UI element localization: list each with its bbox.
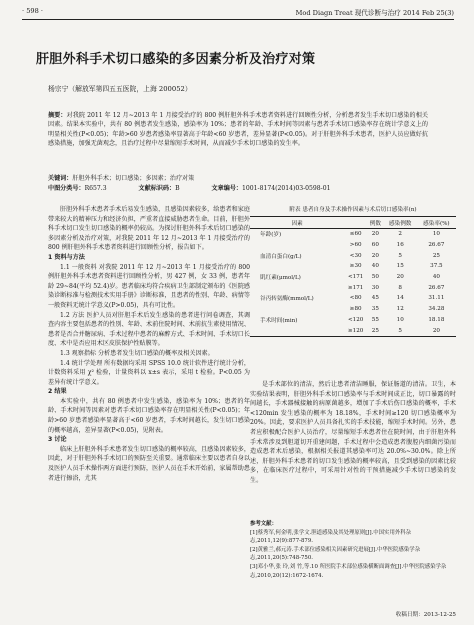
- table-cell: 20: [417, 325, 456, 336]
- doc-label: 文献标识码：: [138, 184, 176, 192]
- table-row: [250, 250, 456, 261]
- table-cell: <30: [349, 252, 362, 259]
- table-row: [250, 304, 456, 315]
- table-cell: 15: [396, 263, 404, 270]
- table-cell: 16: [396, 242, 404, 249]
- table-cell: 10: [432, 231, 440, 238]
- table-cell: 20: [371, 231, 379, 238]
- article-id-label: 文章编号：: [211, 184, 242, 192]
- table-cell: 40: [371, 263, 379, 270]
- table-cell: 45: [371, 295, 379, 302]
- results-paragraph: 本实验中，共有 80 例患者中发生感染，感染率为 10%；患者的年龄、手术时间等因素对患者手术切口感染率存在明显相关性(P<0.05)；年龄>60 岁患者感染率显著高于<60 岁患者，手术时间越长，发生切口感染的概率越高，差异显著(P<0.05)，见附表。: [48, 397, 250, 434]
- section-1-3: 1.3 观察指标 分析患者发生切口感染的概率及相关因素。: [60, 349, 214, 357]
- table-cell: 55: [371, 316, 379, 323]
- table-row: [250, 272, 456, 283]
- table-cell: 60: [371, 242, 379, 249]
- clc-value: R657.3: [84, 184, 107, 192]
- table-row: [250, 282, 456, 293]
- references-title: 参考文献：: [250, 521, 277, 527]
- table-cell: [250, 282, 344, 293]
- table-cell: ≥80: [349, 306, 362, 313]
- author-line: 杨宗宁（解放军第四五五医院，上海 200052）: [48, 85, 192, 93]
- table-cell: 10: [396, 316, 404, 323]
- abstract-label: 摘要：: [48, 112, 67, 119]
- table-cell: 年龄(岁): [260, 232, 282, 239]
- body-right-column: [250, 380, 456, 486]
- table-header-cell: 例数: [367, 217, 384, 229]
- table-cell: <80: [349, 295, 362, 302]
- section-heading: 3 讨论: [48, 436, 67, 444]
- table-cell: 5: [398, 252, 402, 259]
- intro-paragraph: 肝胆外科手术患者手术后易发生感染，且感染因素较多，给患者和家庭带来较大的精神压力和经济负担，严重者直接威胁患者生命。目前，肝胆外科手术切口发生切口感染的概率仍较高。为探讨肝胆外科手术后切口感染的多因素分析及治疗对策，对我院 2011 年 12 月~2013 年 1 月接受治疗的 800 例肝胆外科手术患者资料进行回顾性分析，报告如下。: [48, 206, 250, 252]
- section-1-1: 1.1 一般资料 对我院 2011 年 12 月~2013 年 1 月接受治疗的 800 例肝胆外科手术患者资料进行回顾性分析，男 427 例，女 33 例，患者年龄 29~84(平均 52.4)岁。患者临床均符合疾病卫生部制定颁布的《医院感染诊断标准与检测技术实用手册》诊断标准，且患者的性别、年龄、病情等一般资料无统计学意义(P>0.05)，具有可比性。: [48, 263, 250, 309]
- abstract-text: 对我院 2011 年 12 月~2013 年 1 月接受治疗的 800 例肝胆外科手术患者资料进行回顾性分析，分析患者发生手术切口感染的相关因素。结果本实验中，共有 80 例患者发生感染，感染率为 10%；患者的年龄、手术时间等因素与患者手术切口感染率存在统计学意义上的明显相关性(P<0.05)；年龄>60 岁患者感染率显著高于年龄<60 岁患者，差异显著(P<0.05)。对于肝胆外科手术患者，医护人员应做好抗感染措施，加强无菌观念，且治疗过程中尽量缩短手术时间，从而减少手术切口感染的发生率。: [48, 112, 428, 147]
- section-heading: 1 资料与方法: [48, 253, 85, 261]
- table-header-cell: 感染率(%): [417, 217, 456, 229]
- page-number: · 598 ·: [22, 7, 43, 15]
- table-row: [250, 315, 456, 326]
- table-cell: >60: [349, 242, 362, 249]
- running-header: [22, 7, 454, 20]
- table-cell: 31.11: [428, 295, 445, 302]
- article-title: 肝胆外科手术切口感染的多因素分析及治疗对策: [36, 52, 316, 67]
- table-cell: ≥120: [344, 325, 367, 336]
- table-cell: [250, 304, 344, 315]
- table-cell: 20: [371, 252, 379, 259]
- table-header-row: [250, 217, 456, 229]
- discussion-continued: 是手术部位的清洁，然后让患者清洁睡服，保证肠道的清洁。卫生，本实验结果表明，肝胆外科手术切口感染率与手术时间成正比，切口暴露的时间越长，手术器械接触的病原菌越多，增加了手术后伤口感染的概率，手术<120min 发生感染的概率为 18.18%，手术时间≥120 切口感染概率为 20%。因此，要求医护人员具备扎实的手术技能，缩短手术时间。另外，患者应积极配合医护人员治疗，尽量缩短手术患者住在院时间，由于肝胆外科手术常涉及到胆道切开重建问题，手术过程中会造成患者腹腔内细菌污染而造成患者术后感染，根据相关报道其感染率可达 20.0%~30.0%。除上所述，肝胆外科手术患者的切口发生感染的概率较高，且受到感染的因素比较多，在临床医疗过程中，可采用针对性的干预措施减少手术切口感染的发生。: [250, 381, 456, 484]
- discussion-paragraph: 临床上肝胆外科手术患者发生切口感染的概率较高，且感染因素较多，因此，对于肝胆外科手术切口的预防至关重要。通常临床主要以患者自身以及医护人员手术操作两方面进行预防，医护人员在手术开始前，家属帮助患者进行擦浴，尤其: [48, 445, 250, 482]
- table-cell: 26.67: [428, 284, 445, 291]
- references: [250, 520, 456, 580]
- table-row: [250, 261, 456, 272]
- body-left-column: [48, 205, 250, 483]
- table-cell: [250, 261, 344, 272]
- classification-row: [48, 184, 438, 194]
- doc-value: B: [175, 184, 180, 192]
- table-cell: ≥171: [348, 284, 364, 291]
- factor-table: [250, 216, 456, 337]
- keywords-row: [48, 174, 438, 184]
- table-header-cell: 感染例数: [384, 217, 417, 229]
- table-cell: 18.18: [428, 316, 445, 323]
- table-cell: 5: [384, 325, 417, 336]
- table-row: [250, 293, 456, 304]
- table-cell: <120: [348, 316, 364, 323]
- abstract: [48, 111, 428, 148]
- table-cell: 肌红素(μmol/L): [260, 275, 301, 282]
- table-cell: 12: [396, 306, 404, 313]
- reference-item: [2]黄雅兰,郝元涛.手术部位感染相关因素研究进展[J].中华医院感染学杂志,2011,20(5):748-750.: [250, 546, 421, 562]
- table-cell: 26.67: [428, 242, 445, 249]
- article-meta: [48, 174, 438, 193]
- article-id: 1001-8174(2014)03-0598-01: [242, 184, 331, 192]
- table-header-cell: 因素: [250, 217, 344, 229]
- table-cell: 35: [371, 306, 379, 313]
- table-cell: 34.28: [428, 306, 445, 313]
- table-cell: 37.5: [430, 263, 443, 270]
- table-cell: 14: [396, 295, 404, 302]
- table-cell: 20: [396, 274, 404, 281]
- table-row: [250, 229, 456, 240]
- table-row: [250, 325, 456, 336]
- table-cell: [250, 240, 344, 251]
- table-header-cell: [344, 217, 367, 229]
- table-cell: [250, 325, 344, 336]
- table-cell: <171: [348, 274, 364, 281]
- table-cell: 2: [398, 231, 402, 238]
- table-cell: 谷丙转氨酶(mmol/L): [260, 296, 314, 303]
- table-cell: 50: [371, 274, 379, 281]
- journal-info: Mod Diagn Treat 现代诊断与治疗 2014 Feb 25(3): [295, 9, 454, 17]
- received-date: 收稿日期：2013-12-25: [395, 612, 456, 618]
- table-row: [250, 240, 456, 251]
- section-1-4: 1.4 统计学处理 所有数据均采用 SPSS 10.0 统计软件进行统计分析，计数资料采用 χ² 检验，计量资料以 x±s 表示，采用 t 检验。P<0.05 为差异有统计学意义。: [48, 359, 250, 386]
- clc-label: 中图分类号：: [48, 184, 85, 192]
- section-heading: 2 结果: [48, 388, 67, 396]
- table-cell: 手术时间(min): [260, 317, 298, 324]
- table-cell: 8: [398, 284, 402, 291]
- table-cell: 25: [367, 325, 384, 336]
- table-cell: 血清白蛋白(g/L): [260, 253, 302, 260]
- table-cell: 30: [371, 284, 379, 291]
- section-1-2: 1.2 方法 医护人员对肝胆手术后发生感染的患者进行问卷调查，其调查内容主要包括患者的性别、年龄、术前住院时间、术前抗生素使用情况、患者是否合并糖尿病、手术过程中患者的麻醉方式、手术时间、手术切口长度、术中是否应用术区皮肤保护性贴膜等。: [48, 311, 250, 348]
- keywords-label: 关键词：: [48, 175, 73, 182]
- table-caption: 附表 患者自身及手术操作因素与术后切口感染率(n): [289, 207, 417, 213]
- table-cell: ≥30: [349, 263, 362, 270]
- table-cell: 40: [432, 274, 440, 281]
- keywords: 肝胆外科手术；切口感染；多因素；治疗对策: [72, 175, 195, 182]
- reference-item: [1]蔡秀军,何金明,张学文.胆道感染及其处理原则[J].中国实用外科杂志,2011,12(9):877-879.: [250, 529, 412, 545]
- table-cell: 25: [432, 252, 440, 259]
- table-cell: ≤60: [349, 231, 362, 238]
- reference-item: [3]邓小华,张 玲,刘 竹,等.10 所医院手术部位感染横断面调查[J].中华医院感染学杂志,2010,20(12):1672-1674.: [250, 563, 447, 579]
